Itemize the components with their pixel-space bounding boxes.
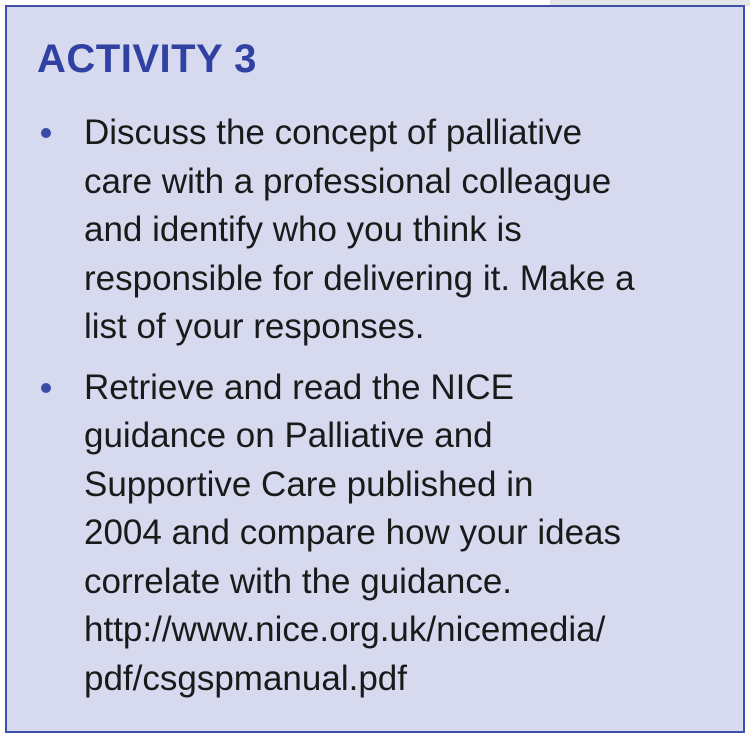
- bullet-icon: [41, 128, 51, 138]
- activity-title: ACTIVITY 3: [37, 37, 257, 81]
- activity-bullet-list: [7, 109, 743, 715]
- list-item: [7, 109, 743, 352]
- bullet-icon: [41, 383, 51, 393]
- bullet-text: Discuss the concept of palliative care with a professional colleague and identify who you think is responsible for delivering it. Make a list of your responses.: [84, 113, 635, 346]
- list-item: [7, 364, 743, 704]
- bullet-text: Retrieve and read the NICE guidance on Palliative and Supportive Care published in 2004 and compare how your ideas correlate with the guidance. http://www.nice.org.uk/nicemedia/ pdf/csgspmanual.pdf: [84, 367, 622, 698]
- activity-box: [5, 5, 745, 733]
